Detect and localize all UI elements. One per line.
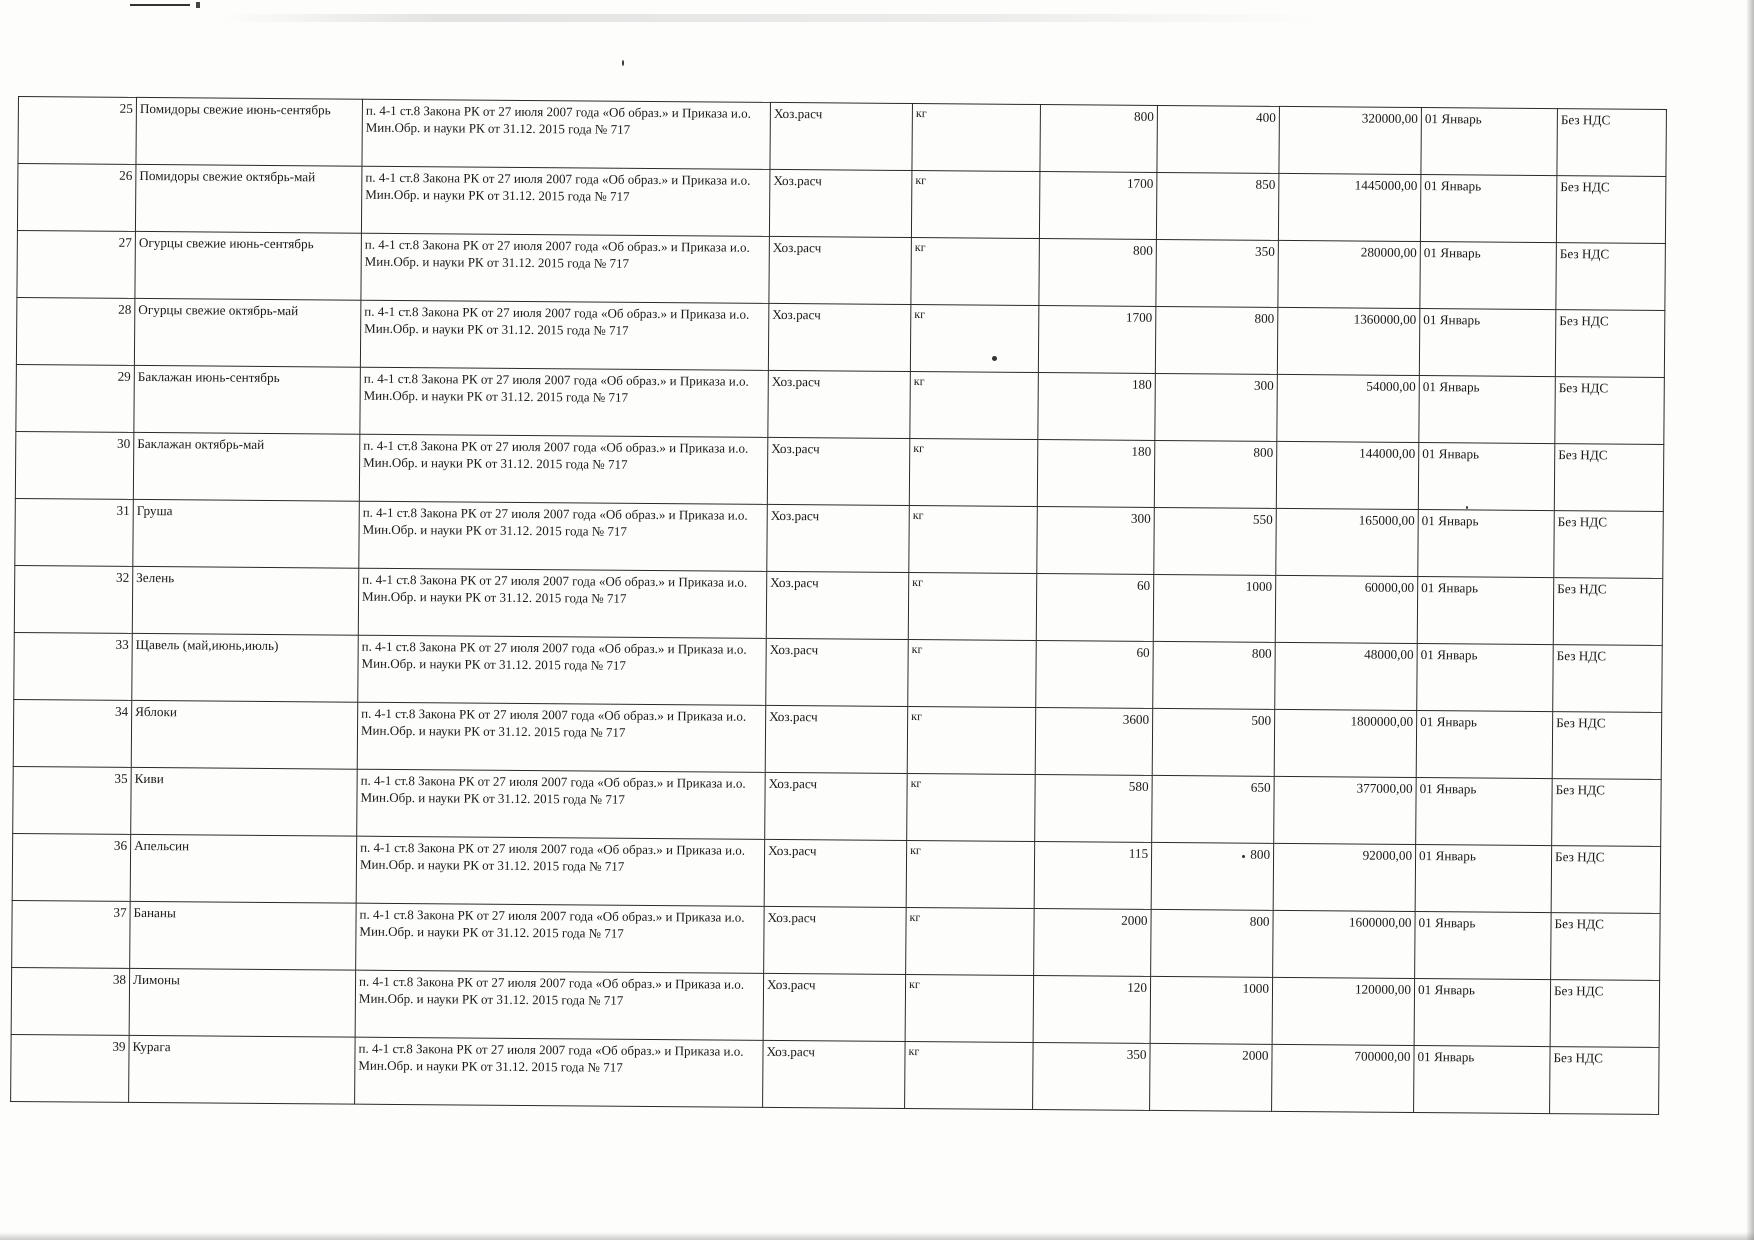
funding-source-cell: Хоз.расч <box>769 236 912 304</box>
scan-artifact-mark <box>196 2 200 8</box>
quantity-cell: 800 <box>1040 105 1158 173</box>
table-row <box>13 766 1661 846</box>
item-name-cell: Яблоки <box>131 700 358 769</box>
row-number-cell: 30 <box>15 431 134 499</box>
funding-source-cell: Хоз.расч <box>764 906 907 974</box>
procurement-month-cell: 01 Январь <box>1415 845 1552 913</box>
table-row <box>13 699 1661 779</box>
scan-edge-shadow <box>1746 0 1754 1240</box>
row-number-cell: 37 <box>12 900 131 968</box>
unit-price-cell: 800 <box>1154 440 1277 508</box>
unit-price-cell: 1000 <box>1153 574 1276 642</box>
item-name-cell: Киви <box>131 767 358 836</box>
total-amount-cell: 1445000,00 <box>1278 173 1421 241</box>
item-name-cell: Огурцы свежие июнь-сентябрь <box>135 231 362 300</box>
unit-of-measure-cell: кг <box>910 305 1039 373</box>
vat-status-cell: Без НДС <box>1556 176 1666 244</box>
unit-price-cell: 1000 <box>1150 976 1273 1044</box>
vat-status-cell: Без НДС <box>1557 109 1667 177</box>
legal-basis-cell: п. 4-1 ст.8 Закона РК от 27 июля 2007 года «Об образ.» и Приказа и.о. Мин.Обр. и науки РК от 31.12. 2015 года № 717 <box>362 99 771 169</box>
total-amount-cell: 1600000,00 <box>1273 910 1416 978</box>
funding-source-cell: Хоз.расч <box>768 303 911 371</box>
total-amount-cell: 165000,00 <box>1276 508 1419 576</box>
procurement-month-cell: 01 Январь <box>1419 376 1556 444</box>
funding-source-cell: Хоз.расч <box>768 370 911 438</box>
row-number-cell: 28 <box>16 297 135 365</box>
total-amount-cell: 1800000,00 <box>1274 709 1417 777</box>
row-number-cell: 36 <box>12 833 131 901</box>
vat-status-cell: Без НДС <box>1555 310 1665 378</box>
procurement-table <box>10 96 1667 1115</box>
procurement-month-cell: 01 Январь <box>1420 242 1557 310</box>
vat-status-cell: Без НДС <box>1553 578 1663 646</box>
funding-source-cell: Хоз.расч <box>769 169 912 237</box>
row-number-cell: 31 <box>15 498 134 566</box>
total-amount-cell: 320000,00 <box>1279 106 1422 174</box>
unit-of-measure-cell: кг <box>906 908 1035 976</box>
unit-of-measure-cell: кг <box>909 506 1038 574</box>
quantity-cell: 1700 <box>1039 172 1157 240</box>
vat-status-cell: Без НДС <box>1550 1047 1660 1115</box>
unit-of-measure-cell: кг <box>907 707 1036 775</box>
funding-source-cell: Хоз.расч <box>763 1040 906 1108</box>
unit-price-cell: 2000 <box>1150 1043 1273 1111</box>
item-name-cell: Курага <box>129 1035 356 1104</box>
legal-basis-cell: п. 4-1 ст.8 Закона РК от 27 июля 2007 года «Об образ.» и Приказа и.о. Мин.Обр. и науки РК от 31.12. 2015 года № 717 <box>356 836 765 906</box>
legal-basis-cell: п. 4-1 ст.8 Закона РК от 27 июля 2007 года «Об образ.» и Приказа и.о. Мин.Обр. и науки РК от 31.12. 2015 года № 717 <box>355 1037 764 1107</box>
unit-price-cell: 400 <box>1157 105 1280 173</box>
procurement-month-cell: 01 Январь <box>1418 443 1555 511</box>
unit-price-cell: 500 <box>1152 708 1275 776</box>
legal-basis-cell: п. 4-1 ст.8 Закона РК от 27 июля 2007 года «Об образ.» и Приказа и.о. Мин.Обр. и науки РК от 31.12. 2015 года № 717 <box>357 769 766 839</box>
unit-price-cell: 800 <box>1151 842 1274 910</box>
vat-status-cell: Без НДС <box>1554 511 1664 579</box>
item-name-cell: Баклажан октябрь-май <box>133 432 360 501</box>
row-number-cell: 38 <box>11 967 130 1035</box>
quantity-cell: 120 <box>1033 976 1151 1044</box>
unit-price-cell: 550 <box>1154 507 1277 575</box>
scan-speck <box>622 60 624 66</box>
quantity-cell: 3600 <box>1035 708 1153 776</box>
procurement-month-cell: 01 Январь <box>1414 1045 1551 1113</box>
item-name-cell: Зелень <box>132 566 359 635</box>
row-number-cell: 33 <box>14 632 133 700</box>
funding-source-cell: Хоз.расч <box>764 839 907 907</box>
unit-of-measure-cell: кг <box>905 1041 1034 1109</box>
funding-source-cell: Хоз.расч <box>766 571 909 639</box>
procurement-month-cell: 01 Январь <box>1416 778 1553 846</box>
item-name-cell: Баклажан июнь-сентябрь <box>134 365 361 434</box>
item-name-cell: Апельсин <box>130 834 357 903</box>
quantity-cell: 115 <box>1034 842 1152 910</box>
row-number-cell: 34 <box>13 699 132 767</box>
unit-price-cell: 800 <box>1153 641 1276 709</box>
row-number-cell: 39 <box>11 1034 130 1102</box>
unit-price-cell: 850 <box>1156 172 1279 240</box>
vat-status-cell: Без НДС <box>1550 980 1660 1048</box>
unit-price-cell: 300 <box>1155 373 1278 441</box>
unit-price-cell: 800 <box>1155 306 1278 374</box>
legal-basis-cell: п. 4-1 ст.8 Закона РК от 27 июля 2007 года «Об образ.» и Приказа и.о. Мин.Обр. и науки РК от 31.12. 2015 года № 717 <box>358 568 767 638</box>
total-amount-cell: 1360000,00 <box>1277 307 1420 375</box>
table-row <box>17 164 1665 244</box>
legal-basis-cell: п. 4-1 ст.8 Закона РК от 27 июля 2007 года «Об образ.» и Приказа и.о. Мин.Обр. и науки РК от 31.12. 2015 года № 717 <box>361 166 770 236</box>
row-number-cell: 27 <box>17 230 136 298</box>
quantity-cell: 800 <box>1039 239 1157 307</box>
unit-of-measure-cell: кг <box>909 439 1038 507</box>
total-amount-cell: 120000,00 <box>1272 977 1415 1045</box>
row-number-cell: 35 <box>13 766 132 834</box>
legal-basis-cell: п. 4-1 ст.8 Закона РК от 27 июля 2007 года «Об образ.» и Приказа и.о. Мин.Обр. и науки РК от 31.12. 2015 года № 717 <box>357 702 766 772</box>
quantity-cell: 60 <box>1036 641 1154 709</box>
vat-status-cell: Без НДС <box>1555 377 1665 445</box>
funding-source-cell: Хоз.расч <box>766 638 909 706</box>
legal-basis-cell: п. 4-1 ст.8 Закона РК от 27 июля 2007 года «Об образ.» и Приказа и.о. Мин.Обр. и науки РК от 31.12. 2015 года № 717 <box>356 903 765 973</box>
unit-of-measure-cell: кг <box>908 640 1037 708</box>
total-amount-cell: 700000,00 <box>1272 1044 1415 1112</box>
quantity-cell: 60 <box>1036 574 1154 642</box>
unit-of-measure-cell: кг <box>905 974 1034 1042</box>
total-amount-cell: 377000,00 <box>1274 776 1417 844</box>
row-number-cell: 26 <box>17 164 136 232</box>
vat-status-cell: Без НДС <box>1552 779 1662 847</box>
vat-status-cell: Без НДС <box>1556 243 1666 311</box>
total-amount-cell: 92000,00 <box>1273 843 1416 911</box>
procurement-month-cell: 01 Январь <box>1418 510 1555 578</box>
item-name-cell: Бананы <box>130 901 357 970</box>
quantity-cell: 180 <box>1037 440 1155 508</box>
item-name-cell: Лимоны <box>129 968 356 1037</box>
table-row <box>17 230 1665 310</box>
unit-of-measure-cell: кг <box>912 104 1041 172</box>
row-number-cell: 32 <box>14 565 133 633</box>
vat-status-cell: Без НДС <box>1554 444 1664 512</box>
vat-status-cell: Без НДС <box>1551 913 1661 981</box>
vat-status-cell: Без НДС <box>1553 645 1663 713</box>
quantity-cell: 2000 <box>1034 909 1152 977</box>
legal-basis-cell: п. 4-1 ст.8 Закона РК от 27 июля 2007 года «Об образ.» и Приказа и.о. Мин.Обр. и науки РК от 31.12. 2015 года № 717 <box>358 635 767 705</box>
legal-basis-cell: п. 4-1 ст.8 Закона РК от 27 июля 2007 года «Об образ.» и Приказа и.о. Мин.Обр. и науки РК от 31.12. 2015 года № 717 <box>355 970 764 1040</box>
total-amount-cell: 60000,00 <box>1275 575 1418 643</box>
item-name-cell: Щавель (май,июнь,июль) <box>132 633 359 702</box>
unit-of-measure-cell: кг <box>907 774 1036 842</box>
item-name-cell: Огурцы свежие октябрь-май <box>134 298 361 367</box>
quantity-cell: 350 <box>1033 1043 1151 1111</box>
funding-source-cell: Хоз.расч <box>763 973 906 1041</box>
procurement-month-cell: 01 Январь <box>1414 978 1551 1046</box>
scan-artifact-band <box>220 14 1320 22</box>
procurement-month-cell: 01 Январь <box>1417 644 1554 712</box>
row-number-cell: 25 <box>18 97 137 165</box>
funding-source-cell: Хоз.расч <box>767 437 910 505</box>
quantity-cell: 180 <box>1038 373 1156 441</box>
funding-source-cell: Хоз.расч <box>765 772 908 840</box>
unit-of-measure-cell: кг <box>911 171 1040 239</box>
unit-price-cell: 800 <box>1151 909 1274 977</box>
procurement-month-cell: 01 Январь <box>1421 108 1558 176</box>
funding-source-cell: Хоз.расч <box>770 102 913 170</box>
funding-source-cell: Хоз.расч <box>767 504 910 572</box>
legal-basis-cell: п. 4-1 ст.8 Закона РК от 27 июля 2007 года «Об образ.» и Приказа и.о. Мин.Обр. и науки РК от 31.12. 2015 года № 717 <box>359 501 768 571</box>
vat-status-cell: Без НДС <box>1552 712 1662 780</box>
procurement-month-cell: 01 Январь <box>1415 911 1552 979</box>
procurement-month-cell: 01 Январь <box>1420 175 1557 243</box>
table-row <box>16 297 1664 377</box>
unit-price-cell: 650 <box>1152 775 1275 843</box>
table-body <box>11 97 1667 1115</box>
unit-price-cell: 350 <box>1156 239 1279 307</box>
procurement-month-cell: 01 Январь <box>1417 577 1554 645</box>
item-name-cell: Помидоры свежие июнь-сентябрь <box>136 97 363 166</box>
unit-of-measure-cell: кг <box>910 372 1039 440</box>
total-amount-cell: 144000,00 <box>1276 441 1419 509</box>
table-row <box>11 1034 1659 1114</box>
unit-of-measure-cell: кг <box>908 573 1037 641</box>
procurement-month-cell: 01 Январь <box>1419 309 1556 377</box>
procurement-month-cell: 01 Январь <box>1416 711 1553 779</box>
legal-basis-cell: п. 4-1 ст.8 Закона РК от 27 июля 2007 года «Об образ.» и Приказа и.о. Мин.Обр. и науки РК от 31.12. 2015 года № 717 <box>360 300 769 370</box>
legal-basis-cell: п. 4-1 ст.8 Закона РК от 27 июля 2007 года «Об образ.» и Приказа и.о. Мин.Обр. и науки РК от 31.12. 2015 года № 717 <box>359 434 768 504</box>
row-number-cell: 29 <box>16 364 135 432</box>
total-amount-cell: 280000,00 <box>1278 240 1421 308</box>
table-row <box>14 632 1662 712</box>
item-name-cell: Груша <box>133 499 360 568</box>
legal-basis-cell: п. 4-1 ст.8 Закона РК от 27 июля 2007 года «Об образ.» и Приказа и.о. Мин.Обр. и науки РК от 31.12. 2015 года № 717 <box>361 233 770 303</box>
item-name-cell: Помидоры свежие октябрь-май <box>135 164 362 233</box>
funding-source-cell: Хоз.расч <box>765 705 908 773</box>
total-amount-cell: 54000,00 <box>1277 374 1420 442</box>
unit-of-measure-cell: кг <box>911 238 1040 306</box>
quantity-cell: 580 <box>1035 775 1153 843</box>
scan-artifact-mark <box>130 4 190 6</box>
total-amount-cell: 48000,00 <box>1275 642 1418 710</box>
quantity-cell: 300 <box>1037 507 1155 575</box>
quantity-cell: 1700 <box>1038 306 1156 374</box>
scan-edge-shadow <box>0 1232 1754 1240</box>
unit-of-measure-cell: кг <box>906 841 1035 909</box>
vat-status-cell: Без НДС <box>1551 846 1661 914</box>
legal-basis-cell: п. 4-1 ст.8 Закона РК от 27 июля 2007 года «Об образ.» и Приказа и.о. Мин.Обр. и науки РК от 31.12. 2015 года № 717 <box>360 367 769 437</box>
